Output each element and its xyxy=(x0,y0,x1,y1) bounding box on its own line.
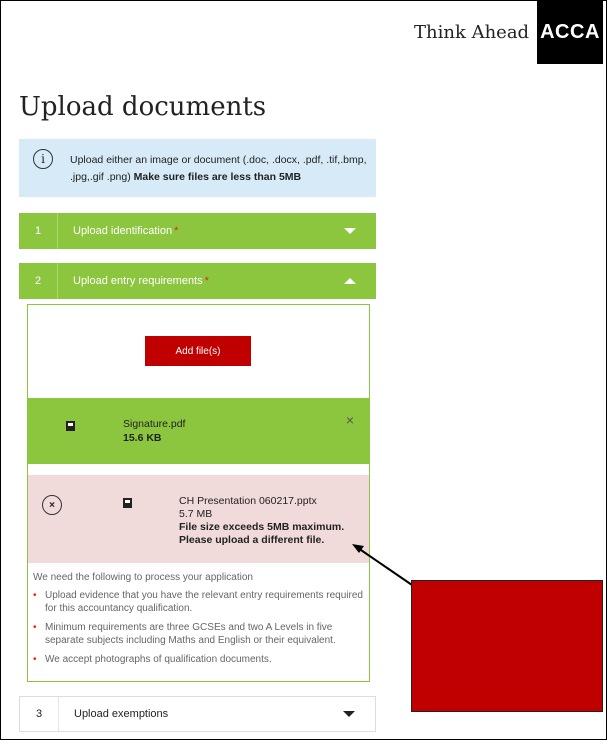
redacted-box xyxy=(411,580,603,712)
requirements-title: We need the following to process your application xyxy=(33,572,253,583)
error-message: File size exceeds 5MB maximum. xyxy=(179,521,345,533)
remove-file-icon[interactable]: × xyxy=(42,495,62,515)
error-instruction: Please upload a different file. xyxy=(179,534,325,546)
required-marker: * xyxy=(174,225,179,237)
file-name: Signature.pdf xyxy=(123,418,186,430)
add-files-button[interactable]: Add file(s) xyxy=(145,336,251,366)
info-text-prefix: Upload either an image or document (.doc, .docx, .pdf, .tif,.bmp, .jpg,.gif .png) xyxy=(70,154,367,183)
section-number: 3 xyxy=(20,697,59,731)
close-icon[interactable]: × xyxy=(345,412,354,428)
section-number: 2 xyxy=(19,263,58,299)
arrow-line xyxy=(358,548,412,585)
info-icon: i xyxy=(33,149,53,169)
requirement-item: • We accept photographs of qualification documents. xyxy=(33,653,363,666)
section-label: Upload exemptions xyxy=(74,708,169,720)
brand-tagline: Think Ahead xyxy=(414,22,530,43)
section-number: 1 xyxy=(19,213,58,249)
logo-text: ACCA xyxy=(540,20,600,43)
file-size: 15.6 KB xyxy=(123,432,162,444)
requirement-item: • Minimum requirements are three GCSEs and two A Levels in five separate subjects including Maths and English or their equivalent. xyxy=(33,621,363,647)
file-size: 5.7 MB xyxy=(179,508,213,520)
section-label-text: Upload identification xyxy=(73,225,173,237)
required-marker: * xyxy=(204,275,209,287)
section-label-text: Upload entry requirements xyxy=(73,275,203,287)
file-name: CH Presentation 060217.pptx xyxy=(179,495,317,507)
requirement-item: • Upload evidence that you have the relevant entry requirements required for this accountancy qualification. xyxy=(33,589,363,615)
info-text-bold: Make sure files are less than 5MB xyxy=(133,171,302,183)
page-title: Upload documents xyxy=(19,92,267,122)
